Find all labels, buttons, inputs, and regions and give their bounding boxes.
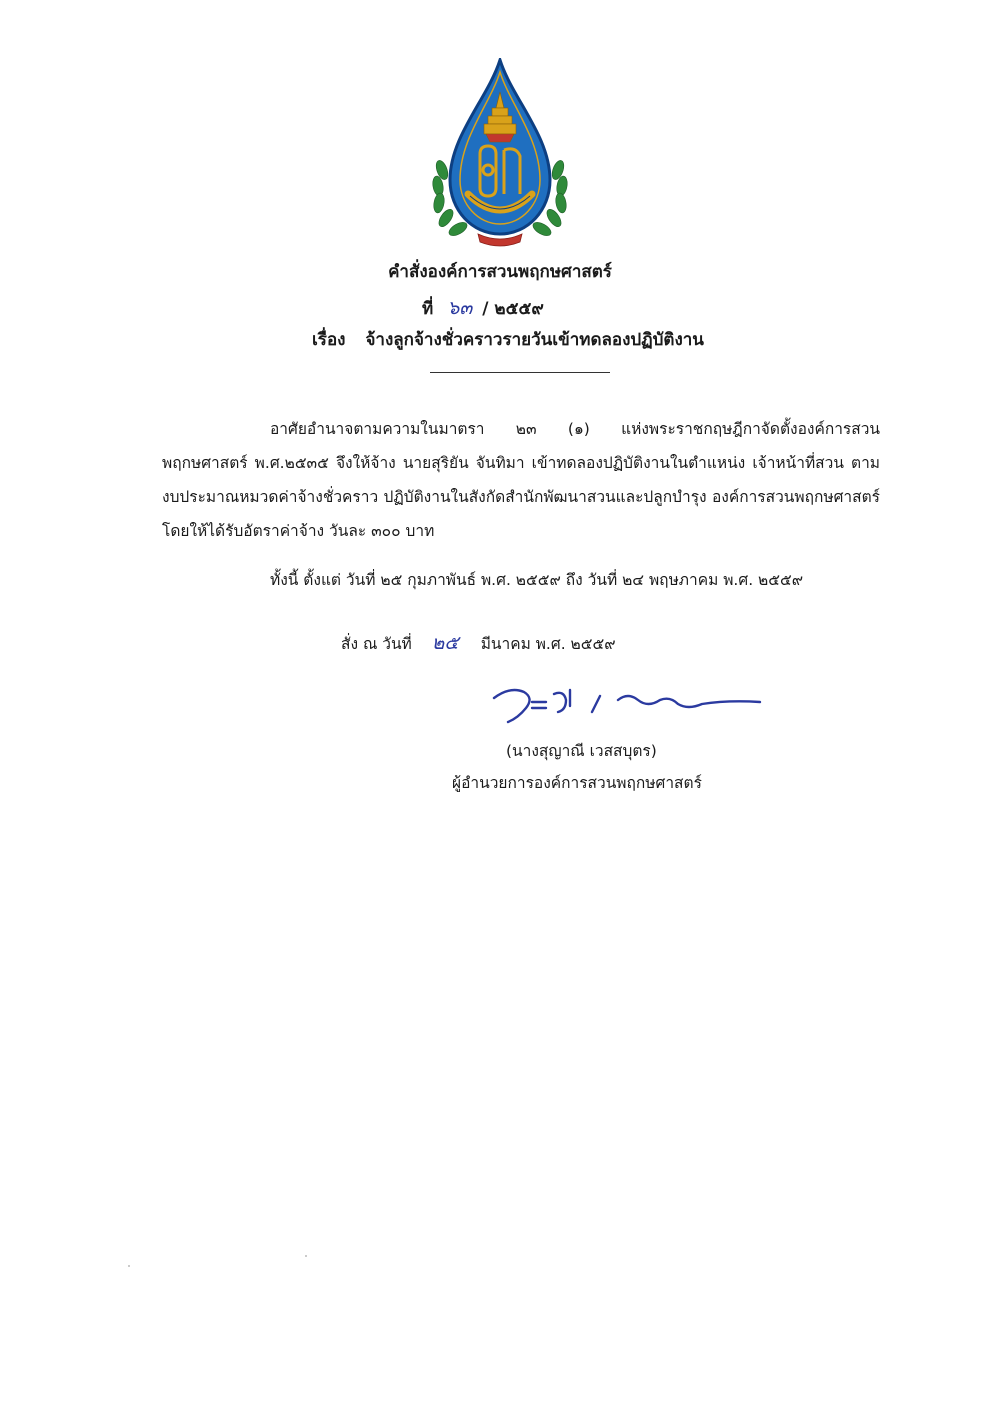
signatory-name: (นางสุญาณี เวสสบุตร) xyxy=(506,742,657,760)
subject xyxy=(312,326,704,353)
handwritten-signature xyxy=(488,682,768,728)
ribbon-icon xyxy=(478,234,522,246)
subject-text: จ้างลูกจ้างชั่วคราวรายวันเข้าทดลองปฏิบัติงาน xyxy=(365,330,704,350)
scan-speck xyxy=(305,1255,307,1257)
body-paragraph: อาศัยอำนาจตามความในมาตรา ๒๓ (๑) แห่งพระราชกฤษฎีกาจัดตั้งองค์การสวนพฤกษศาสตร์ พ.ศ.๒๕๓๕ จึงให้จ้าง นายสุริยัน จันทิมา เข้าทดลองปฏิบัติงานในตำแหน่ง เจ้าหน้าที่สวน ตามงบประมาณหมวดค่าจ้างชั่วคราว ปฏิบัติงานในสังกัดสำนักพัฒนาสวนและปลูกบำรุง องค์การสวนพฤกษศาสตร์ โดยให้ได้รับอัตราค่าจ้าง วันละ ๓๐๐ บาท xyxy=(162,420,880,540)
organization-logo xyxy=(428,58,572,248)
header-divider xyxy=(430,372,610,373)
subject-label: เรื่อง xyxy=(312,330,346,350)
order-date-month-year: มีนาคม พ.ศ. ๒๕๕๙ xyxy=(480,635,616,653)
employment-period: ทั้งนี้ ตั้งแต่ วันที่ ๒๕ กุมภาพันธ์ พ.ศ. ๒๕๕๙ ถึง วันที่ ๒๔ พฤษภาคม พ.ศ. ๒๕๕๙ xyxy=(270,571,804,589)
signatory-title: ผู้อำนวยการองค์การสวนพฤกษศาสตร์ xyxy=(452,774,702,792)
document-title: คำสั่งองค์การสวนพฤกษศาสตร์ xyxy=(388,262,612,282)
order-date-prefix: สั่ง ณ วันที่ xyxy=(341,635,412,653)
order-date-day-handwritten: ๒๕ xyxy=(431,632,459,654)
order-number xyxy=(422,293,544,323)
order-number-suffix: / ๒๕๕๙ xyxy=(482,299,544,319)
scan-speck xyxy=(128,1265,130,1267)
order-number-handwritten: ๖๓ xyxy=(447,297,473,319)
order-number-prefix: ที่ xyxy=(422,299,434,319)
order-date xyxy=(341,628,616,658)
